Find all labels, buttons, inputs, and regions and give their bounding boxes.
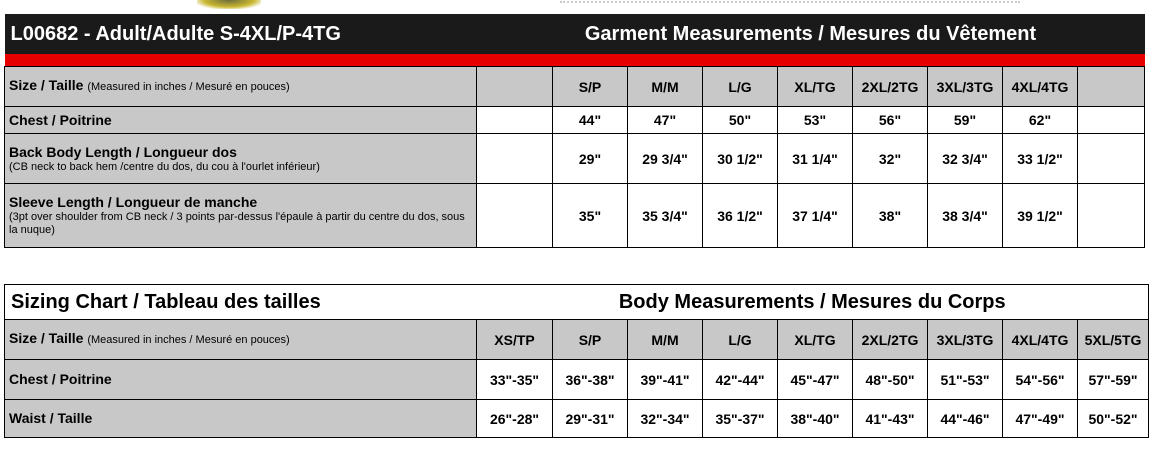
size-header: XS/TP	[477, 320, 553, 360]
value-cell: 57"-59"	[1078, 360, 1149, 400]
body-title-row	[5, 285, 1149, 320]
size-header: 4XL/4TG	[1003, 67, 1078, 107]
value-cell: 44"-46"	[928, 400, 1003, 438]
value-cell: 33 1/2"	[1003, 134, 1078, 184]
value-cell: 35 3/4"	[628, 184, 703, 248]
body-size-row	[5, 320, 1149, 360]
red-divider	[5, 54, 1145, 67]
row-label: Back Body Length / Longueur dos	[9, 143, 237, 160]
value-cell: 47"-49"	[1003, 400, 1078, 438]
row-sublabel: (CB neck to back hem /centre du dos, du cou à l'ourlet inférieur)	[9, 160, 320, 173]
value-cell: 36 1/2"	[703, 184, 778, 248]
value-cell: 41"-43"	[853, 400, 928, 438]
value-cell: 44"	[553, 107, 628, 134]
value-cell: 56"	[853, 107, 928, 134]
size-label: Size / Taille	[9, 330, 84, 346]
value-cell: 32"	[853, 134, 928, 184]
size-header: 3XL/3TG	[928, 320, 1003, 360]
size-header: S/P	[553, 67, 628, 107]
garment-title-row	[5, 14, 1145, 54]
row-label: Chest / Poitrine	[5, 360, 477, 400]
value-cell: 30 1/2"	[703, 134, 778, 184]
value-cell: 47"	[628, 107, 703, 134]
cropped-text-fragment	[560, 1, 1020, 7]
size-header: M/M	[628, 320, 703, 360]
value-cell: 38"	[853, 184, 928, 248]
size-header: 5XL/5TG	[1078, 320, 1149, 360]
spacer-cell	[1078, 67, 1145, 107]
logo-fragment-image	[197, 0, 261, 9]
row-label-cell	[5, 134, 477, 184]
size-header: L/G	[703, 320, 778, 360]
size-header: 4XL/4TG	[1003, 320, 1078, 360]
value-cell: 50"	[703, 107, 778, 134]
sizing-chart-title: Sizing Chart / Tableau des tailles	[5, 285, 477, 320]
value-cell: 48"-50"	[853, 360, 928, 400]
value-cell: 32"-34"	[628, 400, 703, 438]
value-cell: 54"-56"	[1003, 360, 1078, 400]
body-section-title: Body Measurements / Mesures du Corps	[477, 285, 1149, 320]
value-cell: 39 1/2"	[1003, 184, 1078, 248]
table-row	[5, 184, 1145, 248]
size-header: XL/TG	[778, 320, 853, 360]
value-cell: 37 1/4"	[778, 184, 853, 248]
table-row	[5, 400, 1149, 438]
garment-size-row	[5, 67, 1145, 107]
size-note: (Measured in inches / Mesuré en pouces)	[87, 81, 290, 93]
size-header: XL/TG	[778, 67, 853, 107]
value-cell: 39"-41"	[628, 360, 703, 400]
value-cell: 26"-28"	[477, 400, 553, 438]
size-header: S/P	[553, 320, 628, 360]
row-label: Chest / Poitrine	[5, 107, 477, 134]
size-header: 3XL/3TG	[928, 67, 1003, 107]
size-header: 2XL/2TG	[853, 67, 928, 107]
value-cell: 42"-44"	[703, 360, 778, 400]
size-label: Size / Taille	[9, 77, 84, 93]
row-sublabel: (3pt over shoulder from CB neck / 3 points par-dessus l'épaule à partir du centre du dos, sous la nuque)	[9, 211, 465, 236]
value-cell: 45"-47"	[778, 360, 853, 400]
row-label-cell	[5, 184, 477, 248]
spacer-cell	[477, 184, 553, 248]
value-cell: 62"	[1003, 107, 1078, 134]
body-measurements-table	[4, 284, 1149, 438]
size-header: L/G	[703, 67, 778, 107]
value-cell: 35"	[553, 184, 628, 248]
value-cell: 31 1/4"	[778, 134, 853, 184]
size-label-cell	[5, 320, 477, 360]
table-row	[5, 360, 1149, 400]
value-cell: 38 3/4"	[928, 184, 1003, 248]
value-cell: 29"-31"	[553, 400, 628, 438]
value-cell: 35"-37"	[703, 400, 778, 438]
value-cell: 59"	[928, 107, 1003, 134]
value-cell: 38"-40"	[778, 400, 853, 438]
table-row	[5, 107, 1145, 134]
table-row	[5, 134, 1145, 184]
value-cell: 51"-53"	[928, 360, 1003, 400]
size-header: M/M	[628, 67, 703, 107]
garment-section-title: Garment Measurements / Mesures du Vêtement	[477, 14, 1145, 54]
value-cell: 29 3/4"	[628, 134, 703, 184]
size-header: 2XL/2TG	[853, 320, 928, 360]
value-cell: 33"-35"	[477, 360, 553, 400]
spacer-cell	[1078, 184, 1145, 248]
value-cell: 36"-38"	[553, 360, 628, 400]
spacer-cell	[1078, 134, 1145, 184]
spacer-cell	[477, 67, 553, 107]
size-label-cell	[5, 67, 477, 107]
value-cell: 29"	[553, 134, 628, 184]
size-note: (Measured in inches / Mesuré en pouces)	[87, 334, 290, 346]
row-label: Sleeve Length / Longueur de manche	[9, 194, 258, 210]
value-cell: 53"	[778, 107, 853, 134]
spacer-cell	[1078, 107, 1145, 134]
garment-measurements-table	[4, 14, 1145, 248]
spacer-cell	[477, 107, 553, 134]
spacer-cell	[477, 134, 553, 184]
product-title: L00682 - Adult/Adulte S-4XL/P-4TG	[5, 14, 477, 54]
red-divider-row	[5, 54, 1145, 67]
value-cell: 50"-52"	[1078, 400, 1149, 438]
value-cell: 32 3/4"	[928, 134, 1003, 184]
row-label: Waist / Taille	[5, 400, 477, 438]
